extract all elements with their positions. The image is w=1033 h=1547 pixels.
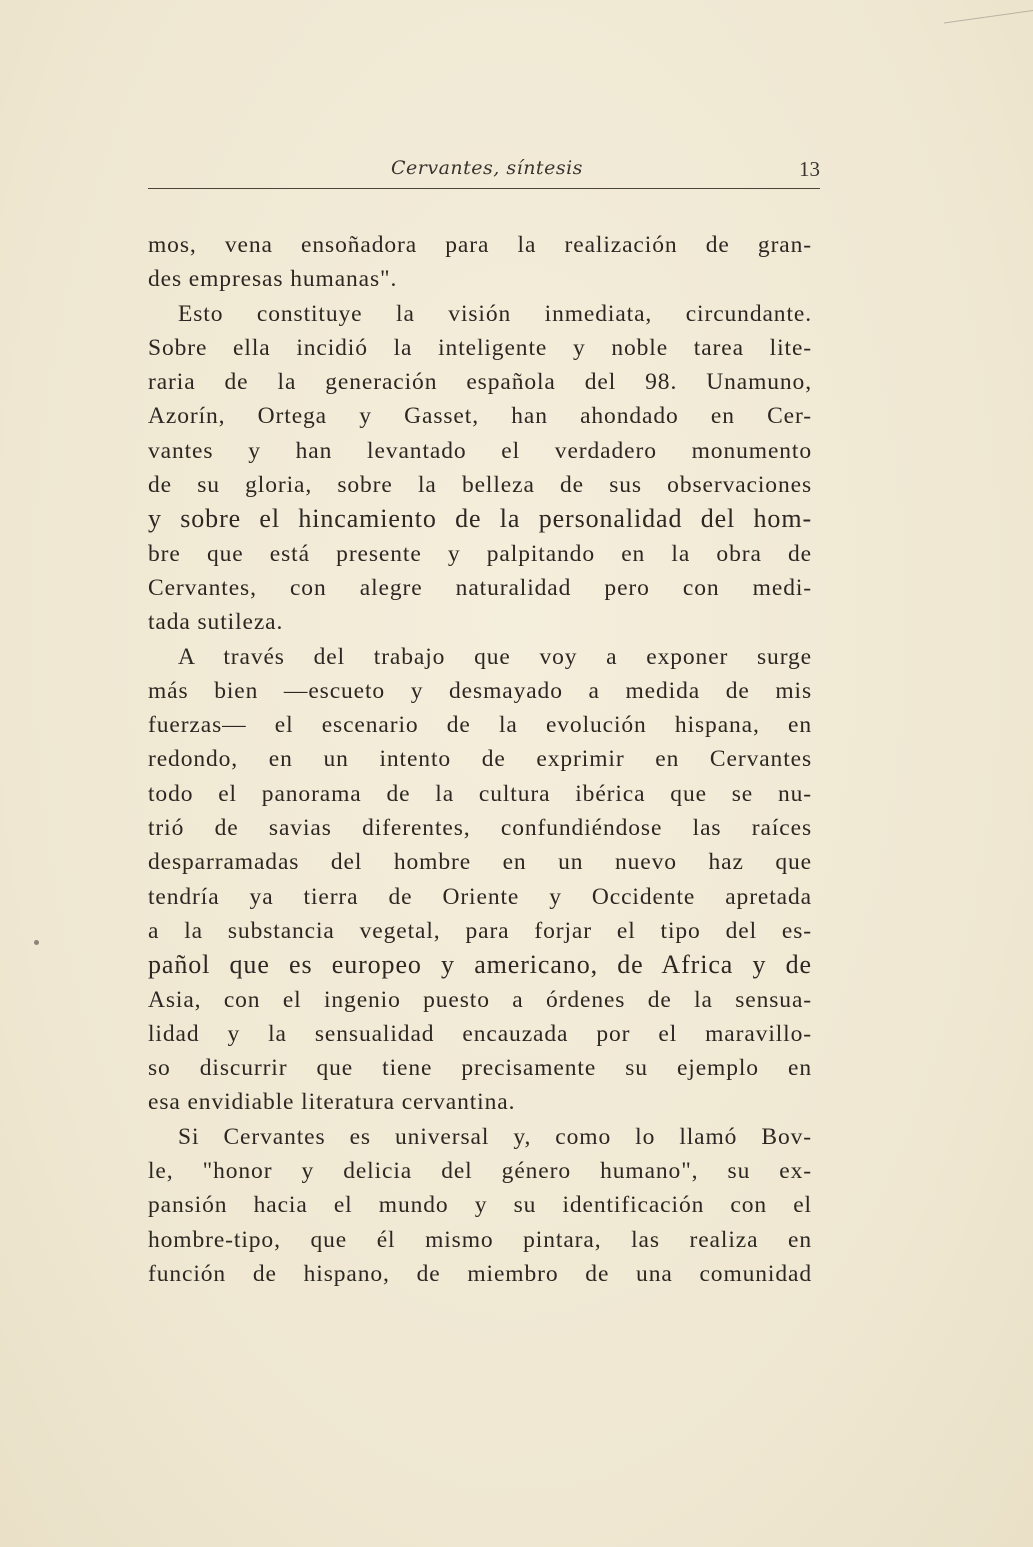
text-line: trió de savias diferentes, confundiéndose las raíces xyxy=(148,815,812,842)
text-line: redondo, en un intento de exprimir en Cervantes xyxy=(148,746,812,773)
text-line: des empresas humanas". xyxy=(148,266,398,293)
text-line: Asia, con el ingenio puesto a órdenes de la sensua- xyxy=(148,986,812,1013)
text-line: y sobre el hincamiento de la personalidad del hom- xyxy=(148,504,812,534)
text-line: a la substancia vegetal, para forjar el tipo del es- xyxy=(148,917,812,944)
text-line: función de hispano, de miembro de una comunidad xyxy=(148,1260,812,1287)
text-line: A través del trabajo que voy a exponer surge xyxy=(178,643,812,670)
text-line: Azorín, Ortega y Gasset, han ahondado en Cer- xyxy=(148,403,812,430)
text-line: lidad y la sensualidad encauzada por el maravillo- xyxy=(148,1020,812,1047)
text-line: Esto constituye la visión inmediata, circundante. xyxy=(178,300,812,327)
running-head xyxy=(148,153,820,187)
page-corner-mark xyxy=(944,10,1033,35)
text-line: pañol que es europeo y americano, de Africa y de xyxy=(148,950,812,980)
text-line: Sobre ella incidió la inteligente y noble tarea lite- xyxy=(148,334,812,361)
text-line: hombre-tipo, que él mismo pintara, las realiza en xyxy=(148,1226,812,1253)
text-line: mos, vena ensoñadora para la realización de gran- xyxy=(148,232,812,258)
text-line: de su gloria, sobre la belleza de sus observaciones xyxy=(148,472,812,499)
paragraph xyxy=(148,297,812,640)
text-line: le, "honor y delicia del género humano", su ex- xyxy=(148,1158,812,1185)
text-line: todo el panorama de la cultura ibérica que se nu- xyxy=(148,780,812,807)
text-line: vantes y han levantado el verdadero monumento xyxy=(148,437,812,464)
text-line: tendría ya tierra de Oriente y Occidente apretada xyxy=(148,883,812,910)
text-line: bre que está presente y palpitando en la obra de xyxy=(148,540,812,567)
text-line: Cervantes, con alegre naturalidad pero con medi- xyxy=(148,574,812,601)
paragraph xyxy=(148,1120,812,1291)
paragraph xyxy=(148,640,812,1120)
paragraph xyxy=(148,228,812,297)
text-line: fuerzas— el escenario de la evolución hispana, en xyxy=(148,712,812,739)
text-line: raria de la generación española del 98. Unamuno, xyxy=(148,369,812,396)
text-line: pansión hacia el mundo y su identificación con el xyxy=(148,1192,812,1219)
text-line: desparramadas del hombre en un nuevo haz que xyxy=(148,849,812,876)
text-line: Si Cervantes es universal y, como lo llamó Bov- xyxy=(178,1123,812,1150)
running-title: Cervantes, síntesis xyxy=(391,157,583,179)
text-line: tada sutileza. xyxy=(148,609,284,636)
text-line: esa envidiable literatura cervantina. xyxy=(148,1089,516,1116)
text-line: más bien —escueto y desmayado a medida de mis xyxy=(148,677,812,704)
body-text xyxy=(148,228,812,1291)
text-line: so discurrir que tiene precisamente su ejemplo en xyxy=(148,1055,812,1082)
paper-speck xyxy=(34,940,39,945)
header-rule xyxy=(148,188,820,189)
page-number: 13 xyxy=(799,157,820,181)
